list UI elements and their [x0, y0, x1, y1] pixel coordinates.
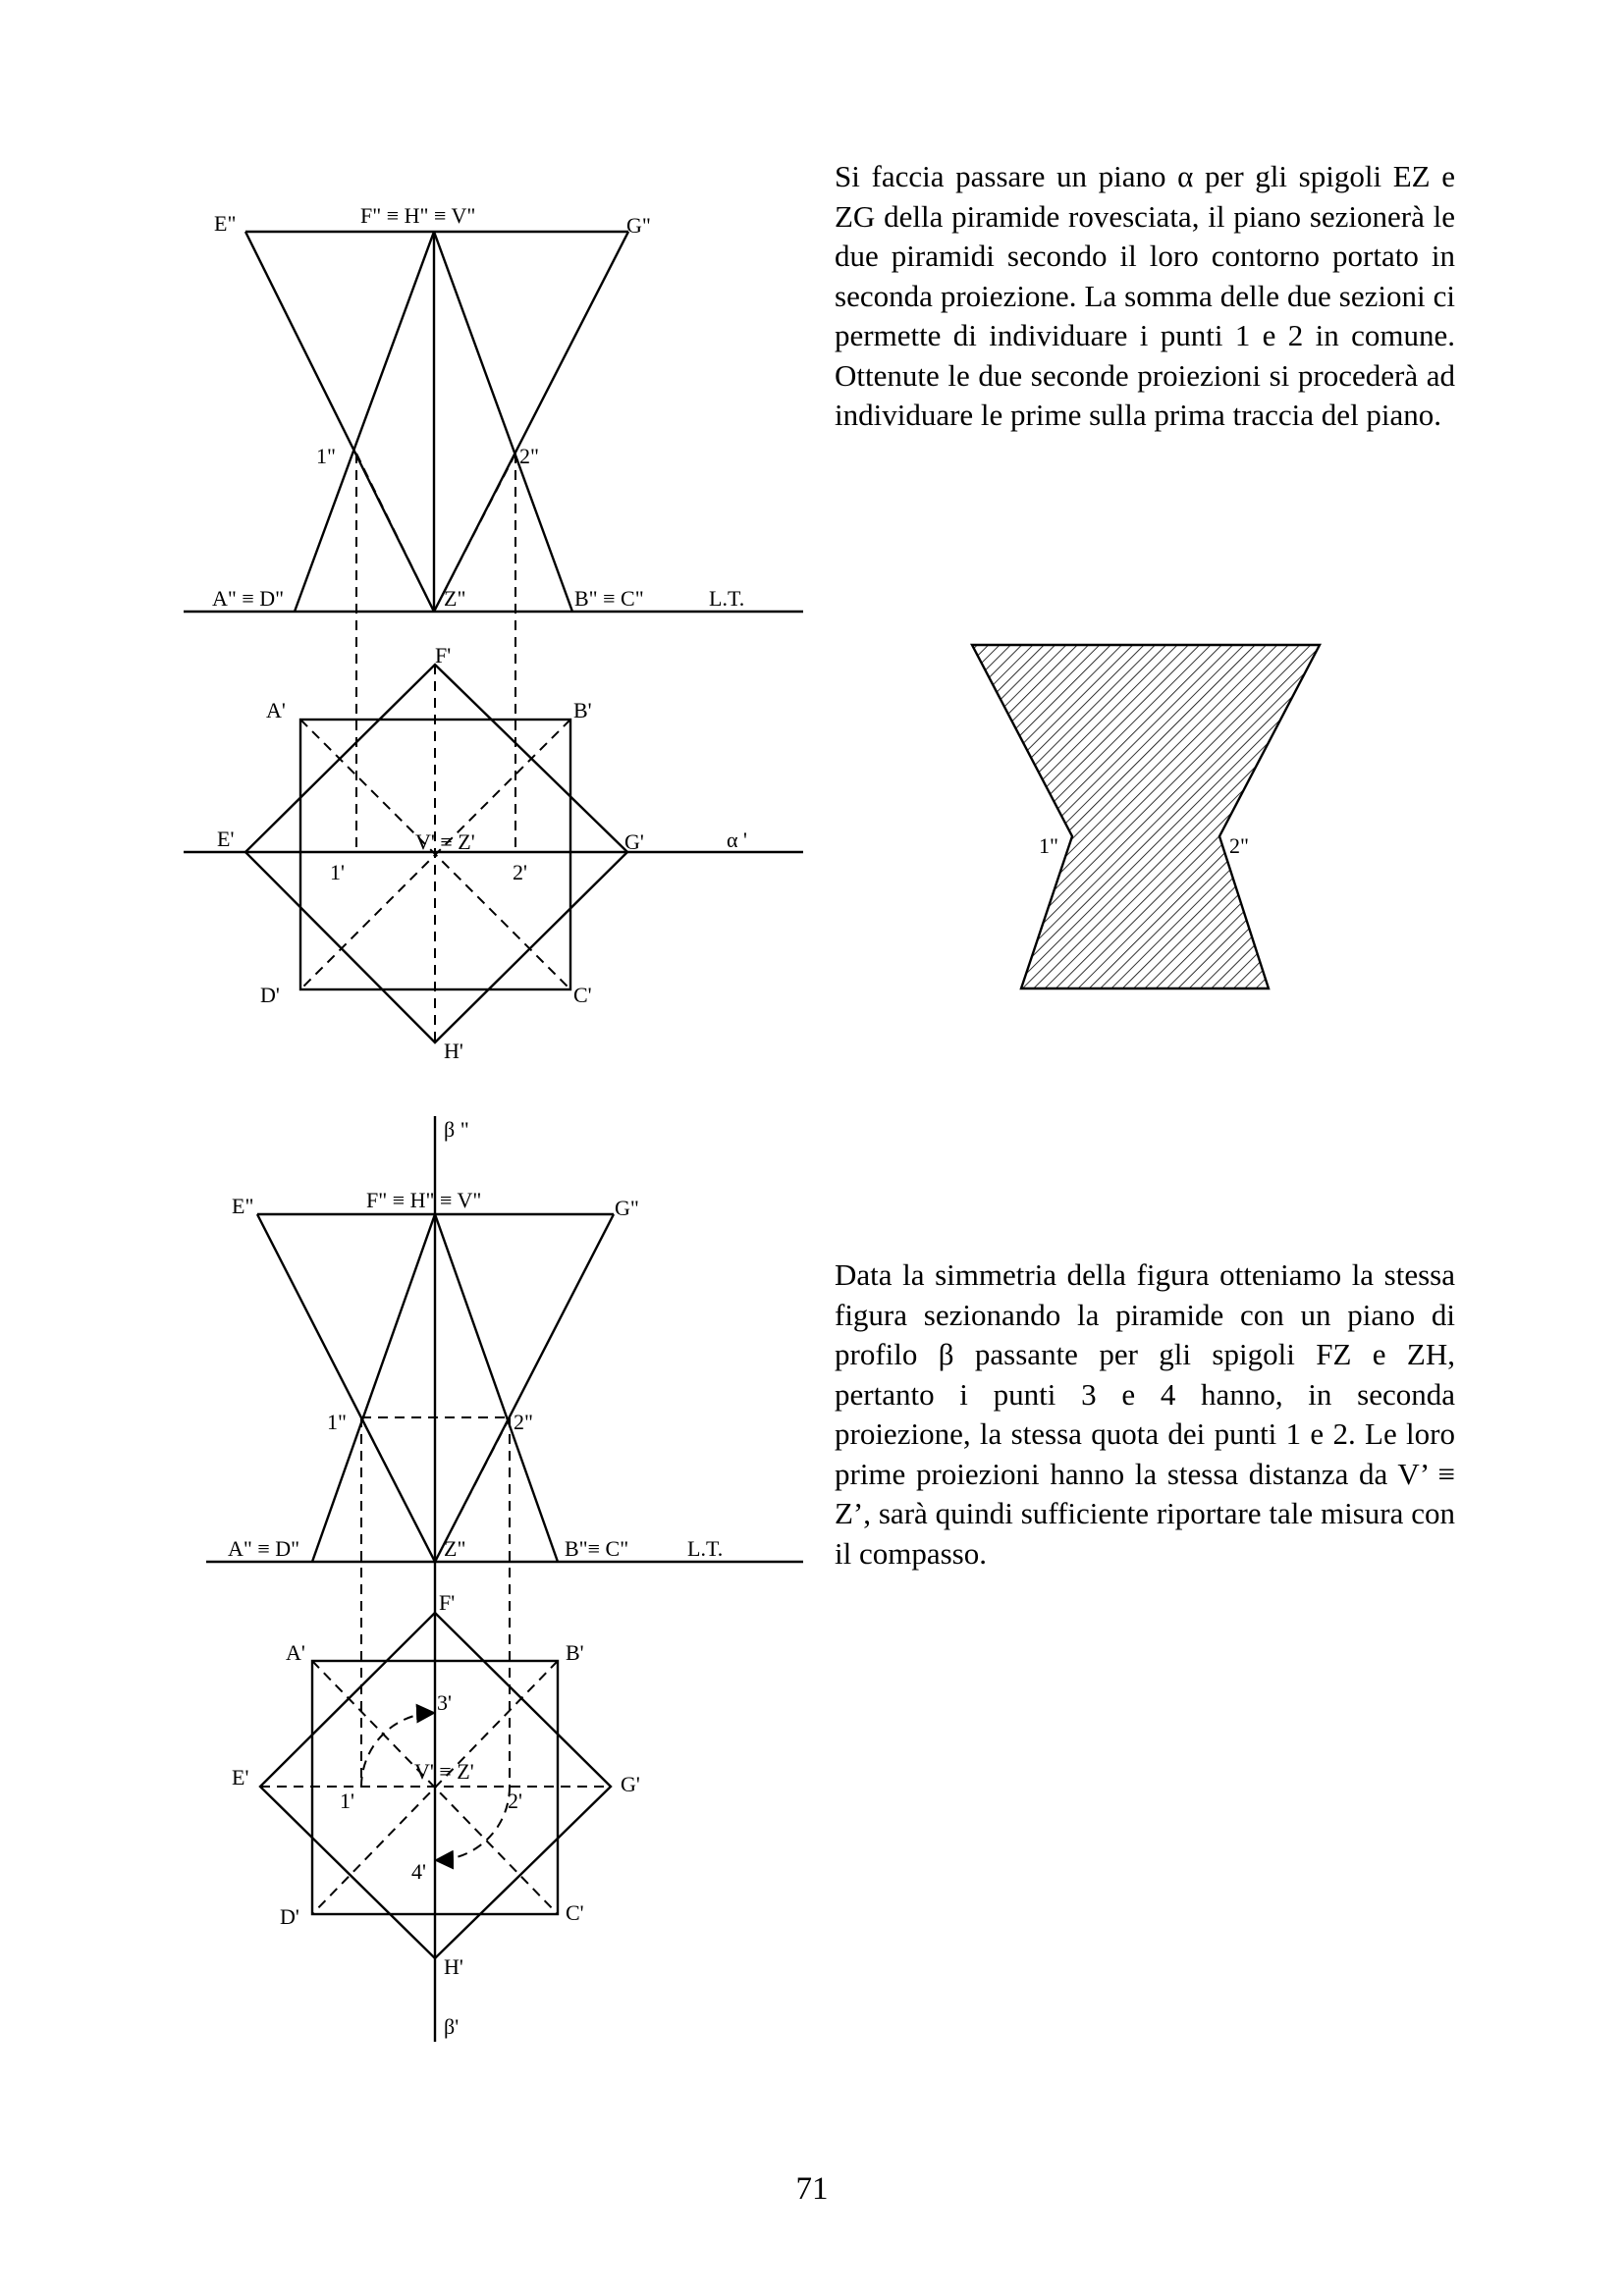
edge-ez: [245, 232, 434, 612]
label-vz1-2: V' ≡ Z': [414, 1759, 474, 1784]
edge-v-a: [295, 232, 434, 612]
label-fhv2-2: F" ≡ H" ≡ V": [366, 1188, 482, 1212]
label-c1: C': [573, 983, 592, 1007]
label-z2: Z": [444, 586, 466, 611]
label-beta1: β': [444, 2014, 460, 2039]
label-1-first: 1': [330, 860, 345, 884]
edge-v-a-2: [312, 1214, 435, 1562]
label-b1-2: B': [566, 1640, 584, 1665]
paragraph-section-beta: Data la simmetria della figura otteniamo la stessa figura sezionando la piramide con un piano di profilo β passante per gli spigoli FZ e ZH, pertanto i punti 3 e 4 hanno, in seconda proiezione, la stessa quota dei punti 1 e 2. Le loro prime proiezioni hanno la stessa distanza da V’ ≡ Z’, sarà quindi sufficiente riportare tale misura con il compasso.: [835, 1257, 1455, 1571]
label-2-second: 2": [519, 444, 539, 468]
label-f1: F': [435, 643, 452, 667]
edge-v-b-2: [435, 1214, 558, 1562]
hatched-section: [972, 645, 1320, 988]
label-h1-2: H': [444, 1954, 463, 1979]
label-f1-2: F': [439, 1590, 456, 1615]
edge-gz: [434, 232, 628, 612]
label-alpha1: α ': [727, 828, 747, 852]
label-c1-2: C': [566, 1900, 584, 1925]
label-e2: E": [214, 211, 237, 236]
figure-1-labels: [212, 203, 747, 1063]
label-ad2-2: A" ≡ D": [228, 1536, 300, 1561]
label-g2-2: G": [615, 1196, 639, 1220]
label-e1-2: E': [232, 1765, 249, 1789]
label-bc2-2: B"≡ C": [565, 1536, 629, 1561]
figure-2-elevation: [206, 1214, 803, 1787]
label-lt-2: L.T.: [687, 1536, 724, 1561]
label-g1-2: G': [621, 1772, 640, 1796]
edge-v-b: [434, 232, 572, 612]
figure-2-labels: [228, 1117, 723, 2039]
paragraph-section-alpha: Si faccia passare un piano α per gli spigoli EZ e ZG della piramide rovesciata, il piano sezionerà le due piramidi secondo il loro contorno portato in seconda proiezione. La somma delle due sezioni ci permette di individuare i punti 1 e 2 in comune. Ottenute le due seconde proiezioni si procederà ad individuare le prime sulla prima traccia del piano.: [835, 159, 1455, 432]
section-figure: [972, 645, 1320, 988]
label-2-first: 2': [513, 860, 527, 884]
label-h1: H': [444, 1039, 463, 1063]
label-2-first-2: 2': [508, 1789, 522, 1813]
label-3-first: 3': [437, 1690, 452, 1715]
label-vz1: V' ≡ Z': [415, 829, 475, 854]
label-bc2: B" ≡ C": [574, 586, 644, 611]
compass-arc-4: [438, 1787, 510, 1860]
label-4-first: 4': [411, 1859, 426, 1884]
figure-2: [206, 1116, 803, 2042]
label-e2-2: E": [232, 1194, 254, 1218]
label-section-2: 2": [1229, 833, 1249, 858]
label-e1: E': [217, 827, 235, 851]
label-a1: A': [266, 698, 286, 722]
label-b1: B': [573, 698, 592, 722]
label-beta2: β ": [444, 1117, 469, 1142]
figure-1: [184, 203, 803, 1063]
label-ad2: A" ≡ D": [212, 586, 285, 611]
label-fhv2: F" ≡ H" ≡ V": [360, 203, 476, 228]
label-section-1: 1": [1039, 833, 1058, 858]
label-1-first-2: 1': [340, 1789, 354, 1813]
label-d1-2: D': [280, 1904, 299, 1929]
label-1-second: 1": [316, 444, 336, 468]
figure-1-elevation: [184, 232, 803, 852]
label-2-second-2: 2": [514, 1410, 533, 1434]
label-z2-2: Z": [444, 1536, 466, 1561]
label-d1: D': [260, 983, 280, 1007]
label-1-second-2: 1": [327, 1410, 347, 1434]
label-lt: L.T.: [709, 586, 745, 611]
label-a1-2: A': [286, 1640, 305, 1665]
label-g1: G': [624, 829, 644, 854]
page-number: 71: [795, 2171, 829, 2207]
label-g2: G": [626, 213, 651, 238]
